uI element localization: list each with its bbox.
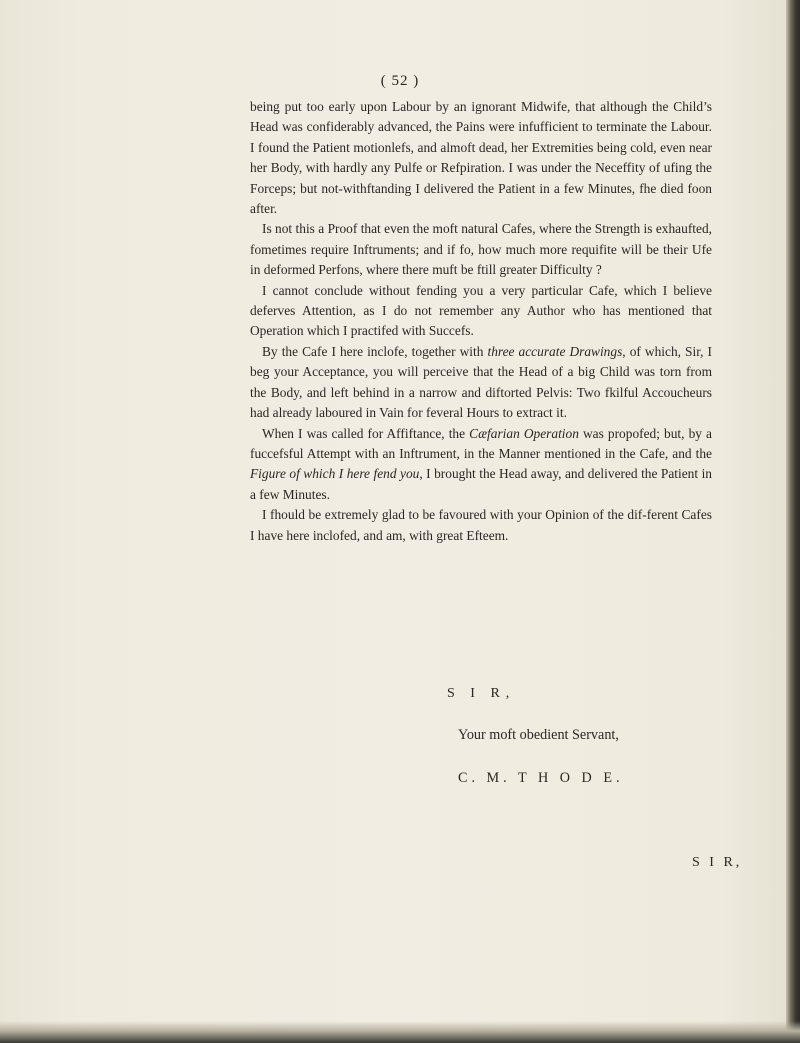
page-bottom-edge [0, 1021, 800, 1043]
italic-phrase: three accurate Drawings [487, 343, 623, 359]
text-run: was propofed; but, by a fuccefsful Attempt with an Inftrument, in the Manner mentioned in the Cafe, and the [250, 425, 712, 461]
text-run: Is not this a Proof that even the moft natural Cafes, where the Strength is exhaufted, fometimes require Inftruments; and if fo, how much more requifite will be their Ufe in deformed Perfons, where there muft be ftill greater Difficulty ? [250, 221, 712, 278]
text-run: , I brought the Head away, and delivered the Patient in a few Minutes. [250, 466, 712, 502]
paragraph [250, 505, 712, 546]
paragraph [250, 424, 712, 506]
book-binding-edge [786, 0, 800, 1043]
text-run: When I was called for Affiftance, the [262, 425, 470, 441]
paragraph [250, 281, 712, 342]
text-run: I fhould be extremely glad to be favoured with your Opinion of the dif-ferent Cafes I have here inclofed, and am, with great Efteem. [250, 507, 712, 543]
signature: C. M. T H O D E. [458, 770, 624, 786]
paragraph [250, 342, 712, 424]
italic-phrase: Cæfarian Operation [469, 425, 579, 441]
text-run: By the Cafe I here inclofe, together with [262, 343, 488, 359]
catchword: S I R, [692, 855, 743, 870]
text-run: I cannot conclude without fending you a very particular Cafe, which I believe deferves Attention, as I do not remember any Author who has mentioned that Operation which I practifed with Succefs. [250, 282, 712, 339]
paragraph [250, 219, 712, 280]
letter-body [250, 97, 712, 546]
text-run: , of which, Sir, I beg your Acceptance, you will perceive that the Head of a big Child was torn from the Body, and left behind in a narrow and diftorted Pelvis: Two fkilful Accoucheurs had already laboured in Vain for feveral Hours to extract it. [250, 343, 713, 421]
text-run: being put too early upon Labour by an ignorant Midwife, that although the Child’s Head was confiderably advanced, the Pains were infufficient to terminate the Labour. I found the Patient motionlefs, and almoft dead, her Extremities being cold, even near her Body, with hardly any Pulfe or Refpiration. I was under the Neceffity of ufing the Forceps; but not-withftanding I delivered the Patient in a few Minutes, fhe died foon after. [250, 99, 712, 217]
salutation: S I R, [447, 686, 516, 701]
page-number: ( 52 ) [380, 73, 420, 89]
closing-line: Your moft obedient Servant, [458, 727, 619, 743]
paragraph [250, 97, 712, 219]
italic-phrase: Figure of which I here fend you [250, 466, 420, 482]
